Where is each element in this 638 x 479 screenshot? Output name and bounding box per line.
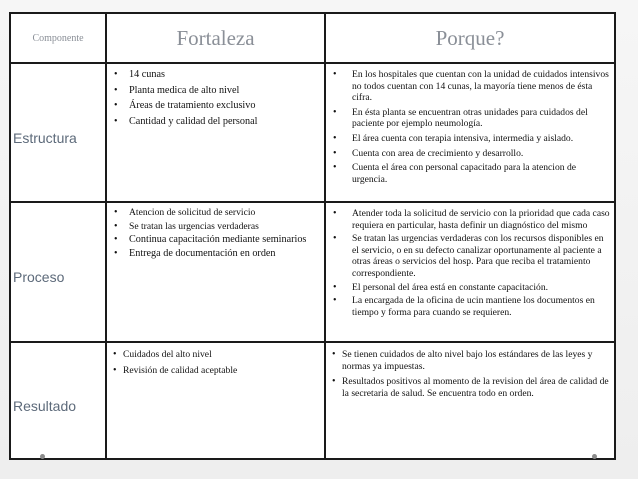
list-item: • Cuenta el área con personal capacitado para la atencion de urgencia. — [352, 162, 610, 185]
header-row — [10, 13, 615, 63]
header-fortaleza: Fortaleza — [106, 13, 325, 63]
list-item: • Resultados positivos al momento de la revision del área de calidad de la secretaria de salud. Se encuentra todo en orden. — [342, 376, 610, 399]
porque-cell-estructura — [325, 63, 615, 202]
list-item: • Cuidados del alto nivel — [123, 349, 320, 361]
list-item: • Atender toda la solicitud de servicio con la prioridad que cada caso requiera en particular, hasta definir un diagnóstico del mismo — [352, 208, 610, 231]
row-label-estructura — [10, 63, 106, 202]
row-label-text: Estructura — [13, 129, 77, 146]
list-item: • Continua capacitación mediante seminarios — [129, 234, 320, 246]
list-item: • 14 cunas — [129, 69, 320, 81]
row-estructura — [10, 63, 615, 202]
list-item: • Atencion de solicitud de servicio — [129, 207, 320, 219]
list-item: • Se tienen cuidados de alto nivel bajo los estándares de las leyes y normas ya impuestas. — [342, 349, 610, 372]
list-item: • La encargada de la oficina de ucin mantiene los documentos en tiempo y forma para cuando se requieren. — [352, 295, 610, 318]
row-label-text: Proceso — [13, 269, 65, 285]
list-item: • En los hospitales que cuentan con la unidad de cuidados intensivos no todos cuentan con 14 cunas, la mayoría tiene menos de ésta cifra. — [352, 69, 610, 104]
list-item: • Áreas de tratamiento exclusivo — [129, 100, 320, 112]
fortaleza-cell-resultado — [106, 342, 325, 459]
row-label-resultado — [10, 342, 106, 459]
fortaleza-cell-proceso — [106, 202, 325, 342]
list-item: • El personal del área está en constante capacitación. — [352, 282, 610, 294]
fortaleza-list — [107, 203, 324, 259]
list-item: • Se tratan las urgencias verdaderas — [129, 221, 320, 233]
list-item: • El área cuenta con terapia intensiva, intermedia y aislado. — [352, 133, 610, 145]
list-item: • Planta medica de alto nivel — [129, 85, 320, 97]
slide-dot-left — [40, 454, 45, 459]
porque-cell-resultado — [325, 342, 615, 459]
porque-cell-proceso — [325, 202, 615, 342]
porque-list — [326, 64, 614, 185]
row-proceso — [10, 202, 615, 342]
row-label-proceso — [10, 202, 106, 342]
row-label-text: Resultado — [13, 397, 77, 414]
fortaleza-list — [107, 64, 324, 127]
row-resultado — [10, 342, 615, 459]
slide-dot-right — [592, 454, 597, 459]
list-item: • En ésta planta se encuentran otras unidades para cuidados del paciente por ejemplo neumología. — [352, 107, 610, 130]
fortaleza-list — [107, 343, 324, 376]
fortaleza-cell-estructura — [106, 63, 325, 202]
strengths-table — [9, 12, 616, 460]
list-item: • Cuenta con area de crecimiento y desarrollo. — [352, 148, 610, 160]
header-componente: Componente — [10, 13, 106, 63]
header-porque: Porque? — [325, 13, 615, 63]
list-item: • Entrega de documentación en orden — [129, 248, 320, 260]
porque-list — [326, 203, 614, 318]
list-item: • Cantidad y calidad del personal — [129, 116, 320, 128]
list-item: • Revisión de calidad aceptable — [123, 365, 320, 377]
porque-list — [326, 343, 614, 399]
list-item: • Se tratan las urgencias verdaderas con los recursos disponibles en el servicio, o en su defecto canalizar oportunamente al paciente a otras áreas o servicios del hosp. Para que reciba el tratamiento correspondiente. — [352, 233, 610, 279]
